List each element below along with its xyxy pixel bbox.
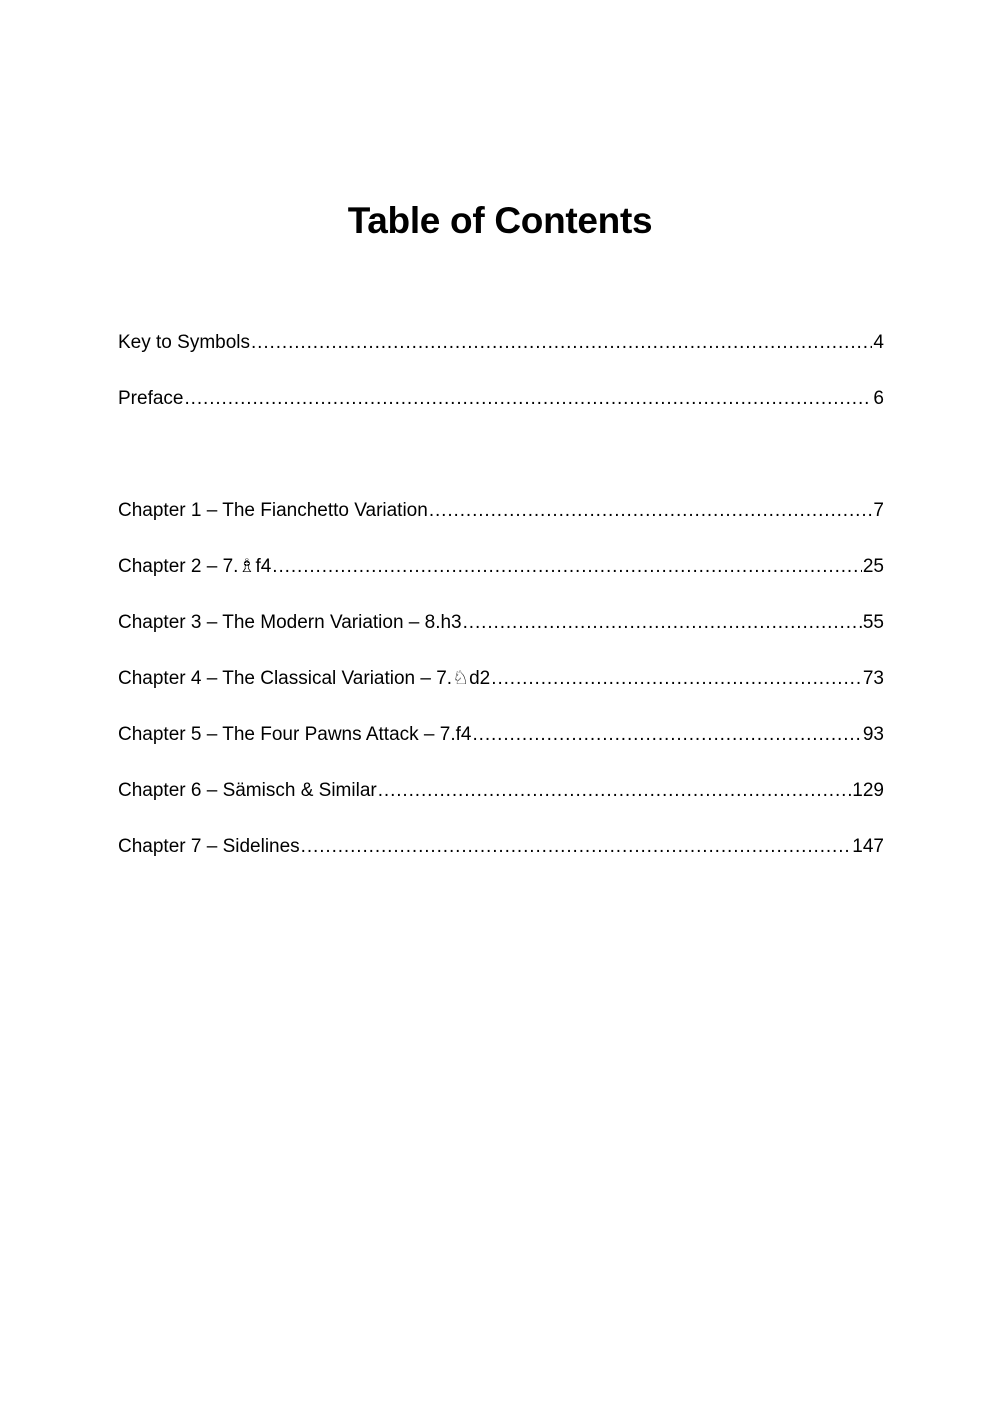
toc-entry-label: Chapter 5 – The Four Pawns Attack – 7.f4 [118,724,472,745]
dot-leader [472,722,861,748]
toc-entry-label: Chapter 6 – Sämisch & Similar [118,780,377,801]
toc-entry-chapter-7[interactable] [118,834,884,860]
toc-entry-page-number: 6 [873,388,884,409]
toc-entry-key-to-symbols[interactable] [118,330,884,356]
toc-entry-label: Chapter 1 – The Fianchetto Variation [118,500,428,521]
toc-entry-label: Chapter 2 – 7.♗f4 [118,556,272,577]
toc-entry-page-number: 129 [852,780,884,801]
dot-leader [251,330,872,356]
toc-entry-page-number: 147 [852,836,884,857]
toc-entry-chapter-4[interactable] [118,666,884,692]
dot-leader [429,498,873,524]
toc-entry-preface[interactable] [118,386,884,412]
toc-entry-label: Chapter 7 – Sidelines [118,836,300,857]
toc-entry-page-number: 25 [862,556,884,577]
toc-entry-chapter-6[interactable] [118,778,884,804]
dot-leader [301,834,852,860]
toc-entry-chapter-1[interactable] [118,498,884,524]
toc-entry-page-number: 93 [862,724,884,745]
dot-leader [463,610,862,636]
toc-entry-chapter-3[interactable] [118,610,884,636]
toc-entry-chapter-5[interactable] [118,722,884,748]
toc-entry-chapter-2[interactable] [118,554,884,580]
dot-leader [378,778,852,804]
page-title: Table of Contents [347,200,653,241]
dot-leader [184,386,872,412]
dot-leader [491,666,862,692]
toc-entry-page-number: 55 [862,612,884,633]
toc-entry-label: Key to Symbols [118,332,250,353]
toc-entry-page-number: 73 [862,668,884,689]
toc-entry-label: Chapter 4 – The Classical Variation – 7.♘d2 [118,668,491,689]
dot-leader [272,554,862,580]
toc-entry-label: Preface [118,388,184,409]
toc-entry-page-number: 7 [873,500,884,521]
toc-entry-label: Chapter 3 – The Modern Variation – 8.h3 [118,612,462,633]
toc-entry-page-number: 4 [873,332,884,353]
